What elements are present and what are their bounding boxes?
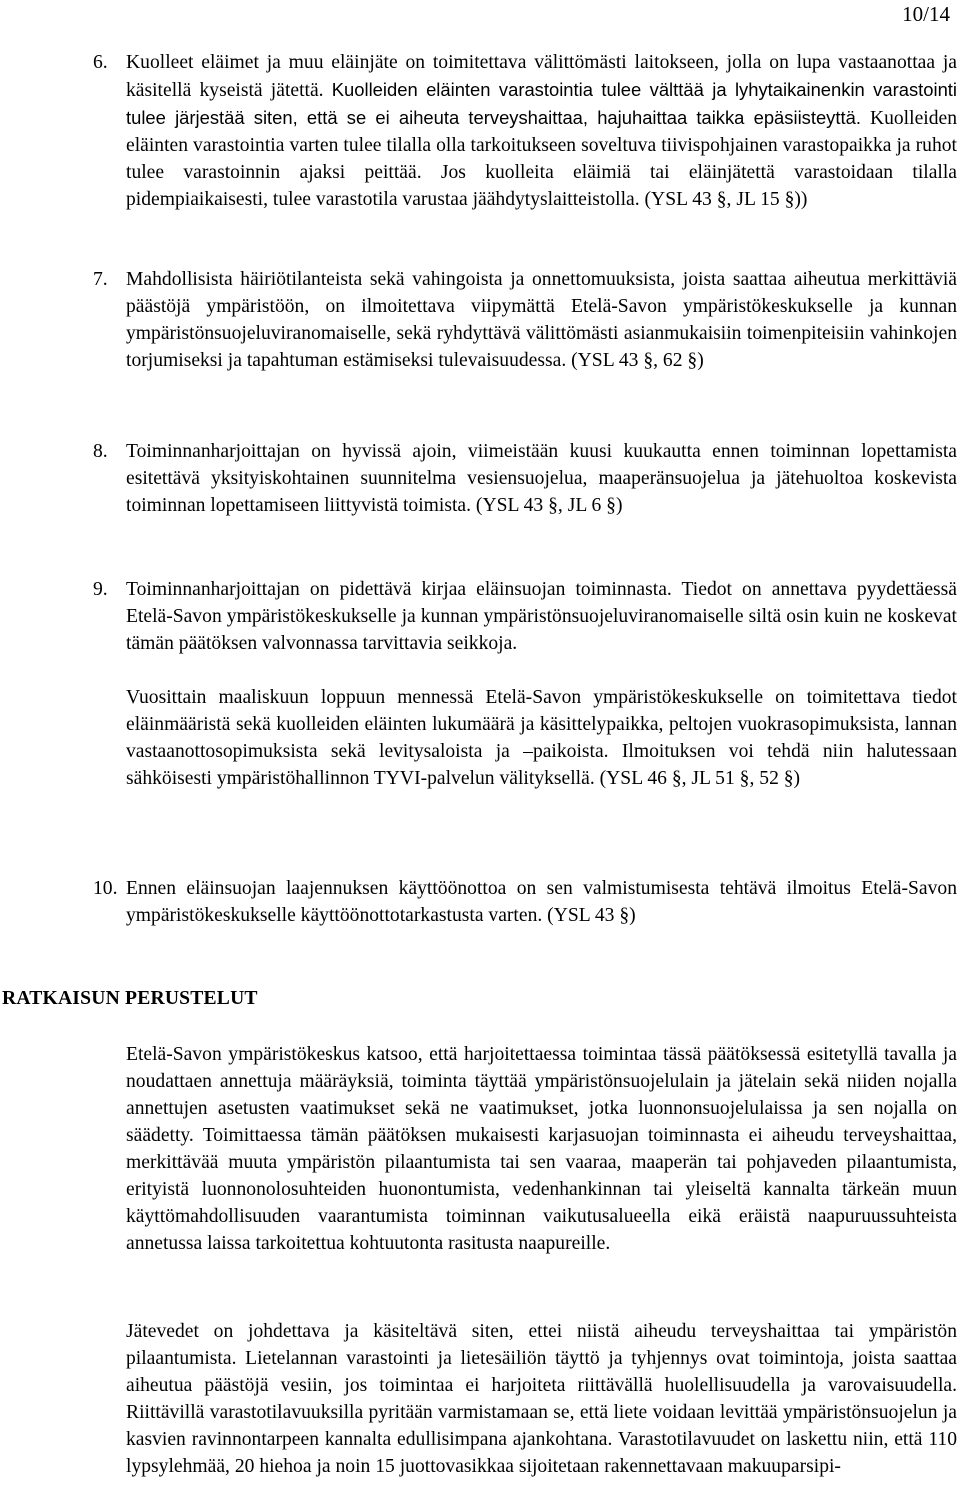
item-number: 10. bbox=[93, 878, 118, 899]
item-number: 8. bbox=[93, 441, 108, 462]
regulation-item-7 bbox=[93, 266, 957, 374]
item-body bbox=[126, 576, 957, 792]
item-body bbox=[126, 438, 957, 519]
item-text: Kuolleet eläimet ja muu eläinjäte on toimitettava välittömästi laitokseen, jolla on lupa vastaanottaa ja käsitellä kyseistä jätettä. bbox=[126, 52, 957, 101]
item-body bbox=[126, 49, 957, 213]
item-text: Kuolleiden eläinten varastointia varten tulee tilalla olla tarkoitukseen soveltuva tiivispohjainen varastopaikka ja ruhot tulee varastoinnin ajaksi peittää. Jos kuolleita eläimiä tai eläinjätettä varastoidaan tilalla pidempiaikaisesti, tulee varastotila varustaa jäähdytyslaitteistolla. (YSL 43 §, JL 15 §)) bbox=[126, 108, 957, 210]
item-body bbox=[126, 266, 957, 374]
page-number: 10/14 bbox=[902, 2, 950, 26]
item-text-sans: Kuolleiden eläinten varastointia tulee välttää ja lyhytaikainenkin varastointi tulee järjestää siten, että se ei aiheuta terveyshaittaa, hajuhaittaa taikka epäsiisteyttä. bbox=[126, 79, 957, 128]
section-paragraph: Jätevedet on johdettava ja käsiteltävä siten, ettei niistä aiheudu terveyshaittaa tai ympäristön pilaantumista. Lietelannan varastointi ja lietesäiliön täyttö ja tyhjennys ovat toimintoja, joista saattaa aiheutua päästöjä vesiin, jos toimintaa ei harjoiteta riittävällä huolellisuudella ja varovaisuudella. Riittävillä varastotilavuuksilla pyritään varmistamaan se, että liete voidaan levittää ympäristönsuojelun ja kasvien ravinnontarpeen kannalta edullisimpana ajankohtana. Varastotilavuudet on laskettu niin, että 110 lypsylehmää, 20 hiehoa ja noin 15 juottovasikkaa sijoitetaan rakennettavaan makuuparsipi- bbox=[126, 1321, 957, 1477]
item-body bbox=[126, 875, 957, 929]
regulation-item-10 bbox=[93, 875, 957, 929]
item-text: Mahdollisista häiriötilanteista sekä vahingoista ja onnettomuuksista, joista saattaa aiheutua merkittäviä päästöjä ympäristöön, on ilmoitettava viipymättä Etelä-Savon ympäristökeskukselle ja kunnan ympäristönsuojeluviranomaiselle, sekä ryhdyttävä välittömästi asianmukaisiin toimenpiteisiin vahinkojen torjumiseksi ja tapahtuman estämiseksi tulevaisuudessa. (YSL 43 §, 62 §) bbox=[126, 269, 957, 371]
regulation-item-8 bbox=[93, 438, 957, 519]
item-number: 9. bbox=[93, 579, 108, 600]
item-number: 7. bbox=[93, 269, 108, 290]
item-text: Toiminnanharjoittajan on hyvissä ajoin, viimeistään kuusi kuukautta ennen toiminnan lopettamista esitettävä yksityiskohtainen suunnitelma vesiensuojelua, maaperänsuojelua ja jätehuoltoa koskevista toiminnan lopettamiseen liittyvistä toimista. (YSL 43 §, JL 6 §) bbox=[126, 441, 957, 516]
regulation-item-6 bbox=[93, 49, 957, 213]
item-text: Vuosittain maaliskuun loppuun mennessä Etelä-Savon ympäristökeskukselle on toimitettava tiedot eläinmääristä sekä kuolleiden eläinten lukumäärä ja käsittelypaikka, peltojen vuokrasopimuksista, lannan vastaanottosopimuksista sekä levitysaloista ja –paikoista. Ilmoituksen voi tehdä niin halutessaan sähköisesti ympäristöhallinnon TYVI-palvelun välityksellä. (YSL 46 §, JL 51 §, 52 §) bbox=[126, 687, 957, 789]
item-text: Ennen eläinsuojan laajennuksen käyttöönottoa on sen valmistumisesta tehtävä ilmoitus Etelä-Savon ympäristökeskukselle käyttöönottotarkastusta varten. (YSL 43 §) bbox=[126, 878, 957, 926]
item-text: Toiminnanharjoittajan on pidettävä kirjaa eläinsuojan toiminnasta. Tiedot on annettava pyydettäessä Etelä-Savon ympäristökeskukselle ja kunnan ympäristönsuojeluviranomaiselle siltä osin kuin ne koskevat tämän päätöksen valvonnassa tarvittavia seikkoja. bbox=[126, 579, 957, 654]
regulation-item-9 bbox=[93, 576, 957, 792]
section-heading: RATKAISUN PERUSTELUT bbox=[2, 988, 258, 1009]
item-number: 6. bbox=[93, 52, 108, 73]
section-paragraph: Etelä-Savon ympäristökeskus katsoo, että harjoitettaessa toimintaa tässä päätöksessä esitetyllä tavalla ja noudattaen annettuja määräyksiä, toiminta täyttää ympäristönsuojelulain ja jätelain sekä niiden nojalla annettujen asetusten vaatimukset sekä ne vaatimukset, jotka luonnonsuojelulaissa ja sen nojalla on säädetty. Toimittaessa tämän päätöksen mukaisesti karjasuojan toiminnasta ei aiheudu terveyshaittaa, merkittävää muuta ympäristön pilaantumista tai sen vaaraa, maaperän tai pohjaveden pilaantumista, erityistä luonnonolosuhteiden huonontumista, vedenhankinnan tai yleiseltä kannalta tärkeän muun käyttömahdollisuuden vaarantumista toiminnan vaikutusalueella eikä eräistä naapuruussuhteista annetussa laissa tarkoitettua kohtuutonta rasitusta naapureille. bbox=[126, 1044, 957, 1254]
